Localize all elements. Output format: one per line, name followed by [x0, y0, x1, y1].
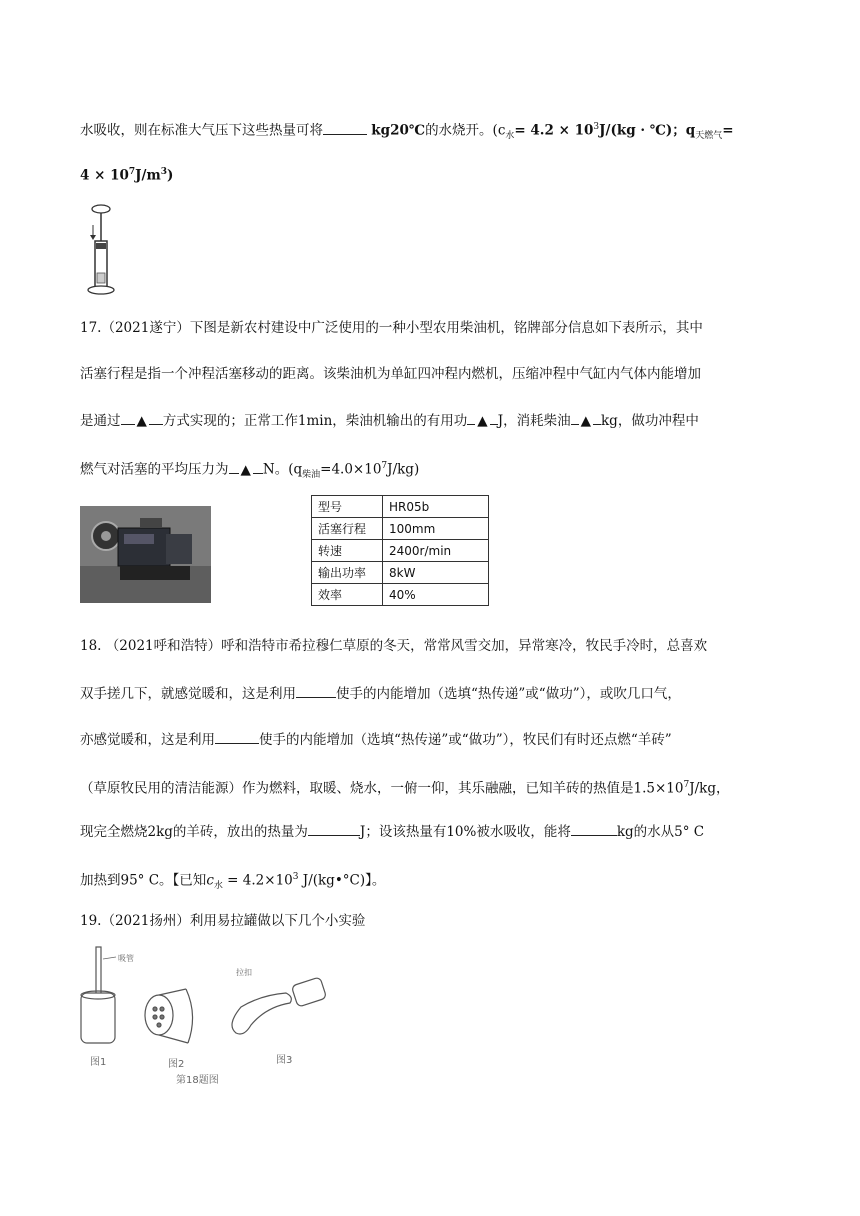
diesel-engine-photo [80, 506, 211, 603]
table-cell: HR05b [383, 496, 489, 518]
q17-text: 方式实现的；正常工作1min，柴油机输出的有用功 [162, 413, 468, 429]
q16-text: 的水烧开。(c [425, 122, 506, 139]
q16-sup: 3 [593, 122, 600, 132]
q17-text: 是通过 [80, 413, 121, 429]
straw-label: 吸管 [118, 954, 134, 963]
answer-blank[interactable] [229, 459, 239, 474]
answer-blank[interactable] [323, 120, 367, 135]
q19-line1: 19.（2021扬州）利用易拉罐做以下几个小实验 [80, 913, 366, 929]
q18-text: kg的水从5° C [616, 824, 705, 840]
answer-blank[interactable] [296, 683, 336, 698]
air-pump-figure [84, 203, 124, 298]
q17-text: 燃气对活塞的平均压力为 [80, 461, 229, 478]
q16-text: ) [167, 167, 174, 184]
answer-blank[interactable] [490, 410, 498, 425]
q17-line2: 活塞行程是指一个冲程活塞移动的距离。该柴油机为单缸四冲程内燃机，压缩冲程中气缸内气体内能增加 [80, 366, 701, 382]
q17-sub: 柴油 [302, 470, 321, 481]
q18-text: J/kg， [689, 780, 730, 797]
q16-sub: 水 [505, 131, 515, 142]
q18-text: 使手的内能增加（选填“热传递”或“做功”），或吹几口气， [336, 686, 681, 702]
q17-line3 [80, 410, 699, 431]
q16-text: 水吸收，则在标准大气压下这些热量可将 [80, 122, 323, 139]
q17-line4 [80, 456, 419, 485]
q18-text: 双手搓几下，就感觉暖和，这是利用 [80, 686, 296, 702]
table-row [312, 540, 489, 562]
table-row [312, 496, 489, 518]
fig-label-1: 图1 [90, 1057, 107, 1068]
answer-blank[interactable] [593, 410, 601, 425]
table-cell: 100mm [383, 518, 489, 540]
table-row [312, 518, 489, 540]
q18-text: 加热到95° C。【已知 [80, 872, 207, 889]
q16-unit: kg20℃ [371, 122, 426, 139]
answer-blank[interactable] [467, 410, 475, 425]
q17-sup: 7 [381, 461, 388, 471]
answer-blank[interactable] [571, 410, 579, 425]
q18-line3 [80, 729, 672, 750]
table-cell: 活塞行程 [312, 518, 383, 540]
q17-line1: 17.（2021遂宁）下图是新农村建设中广泛使用的一种小型农用柴油机，铭牌部分信息如下表所示，其中 [80, 320, 703, 336]
table-cell: 2400r/min [383, 540, 489, 562]
q16-line2 [80, 162, 173, 186]
q18-math: c [206, 872, 214, 889]
can-bottom-drawing [145, 989, 193, 1043]
q16-sup: 3 [160, 167, 168, 177]
table-cell: 效率 [312, 584, 383, 606]
answer-blank[interactable] [121, 410, 135, 425]
q17-text: =4.0×10 [320, 461, 382, 478]
q18-line1: 18. （2021呼和浩特）呼和浩特市希拉穆仁草原的冬天，常常风雪交加，异常寒冷，牧民手冷时，总喜欢 [80, 638, 708, 654]
table-cell: 输出功率 [312, 562, 383, 584]
q18-text: （草原牧民用的清洁能源）作为燃料，取暖、烧水，一俯一仰，其乐融融，已知羊砖的热值是1.5×10 [80, 780, 684, 797]
q17-text: J，消耗柴油 [497, 413, 571, 429]
q18-line2 [80, 683, 681, 704]
answer-blank[interactable] [253, 459, 263, 474]
q17-text: N。(q [262, 461, 303, 478]
q16-text: 4 × 10 [80, 167, 129, 184]
q16-sup: 7 [128, 167, 136, 177]
triangle-marker: ▲ [477, 413, 488, 429]
triangle-marker: ▲ [580, 413, 591, 429]
q16-line1 [80, 117, 734, 146]
q18-sup: 3 [292, 872, 299, 882]
table-cell: 转速 [312, 540, 383, 562]
table-cell: 8kW [383, 562, 489, 584]
q17-text: kg，做功冲程中 [601, 413, 699, 429]
cap-label: 拉扣 [236, 968, 252, 977]
q18-text: 现完全燃烧2kg的羊砖，放出的热量为 [80, 824, 308, 840]
answer-blank[interactable] [215, 729, 259, 744]
q18-math: J/(kg•°C) [298, 872, 366, 889]
q16-text: = 4.2 × 10 [514, 122, 594, 139]
answer-blank[interactable] [571, 821, 617, 836]
q18-line6 [80, 867, 385, 896]
table-row [312, 562, 489, 584]
triangle-marker: ▲ [240, 461, 251, 478]
q16-sub: 天燃气 [695, 131, 723, 142]
q18-sub: 水 [213, 881, 223, 892]
q18-text: 】。 [365, 872, 386, 889]
fig-label-2: 图2 [168, 1059, 185, 1070]
can-with-straw-drawing [81, 947, 115, 1043]
q18-sup: 7 [683, 780, 690, 790]
answer-blank[interactable] [308, 821, 360, 836]
engine-spec-table [311, 495, 489, 606]
q18-text: J；设该热量有10%被水吸收，能将 [359, 824, 571, 840]
table-cell: 40% [383, 584, 489, 606]
table-cell: 型号 [312, 496, 383, 518]
can-experiment-figure [76, 945, 336, 1087]
q18-math: = 4.2×10 [222, 872, 293, 889]
q16-text: J/(kg · ℃)；q [599, 122, 696, 139]
triangle-marker: ▲ [136, 413, 147, 429]
q16-text: = [722, 122, 734, 139]
can-balloon-drawing [232, 977, 327, 1034]
q18-line5 [80, 821, 704, 842]
q18-text: 亦感觉暖和，这是利用 [80, 732, 215, 748]
q18-line4 [80, 775, 730, 799]
q16-text: J/m [135, 167, 161, 184]
table-row [312, 584, 489, 606]
answer-blank[interactable] [149, 410, 163, 425]
fig-label-3: 图3 [276, 1055, 293, 1066]
q18-text: 使手的内能增加（选填“热传递”或“做功”），牧民们有时还点燃“羊砖” [259, 732, 672, 748]
figure-caption: 第18题图 [176, 1075, 219, 1086]
q17-text: J/kg) [387, 461, 420, 478]
